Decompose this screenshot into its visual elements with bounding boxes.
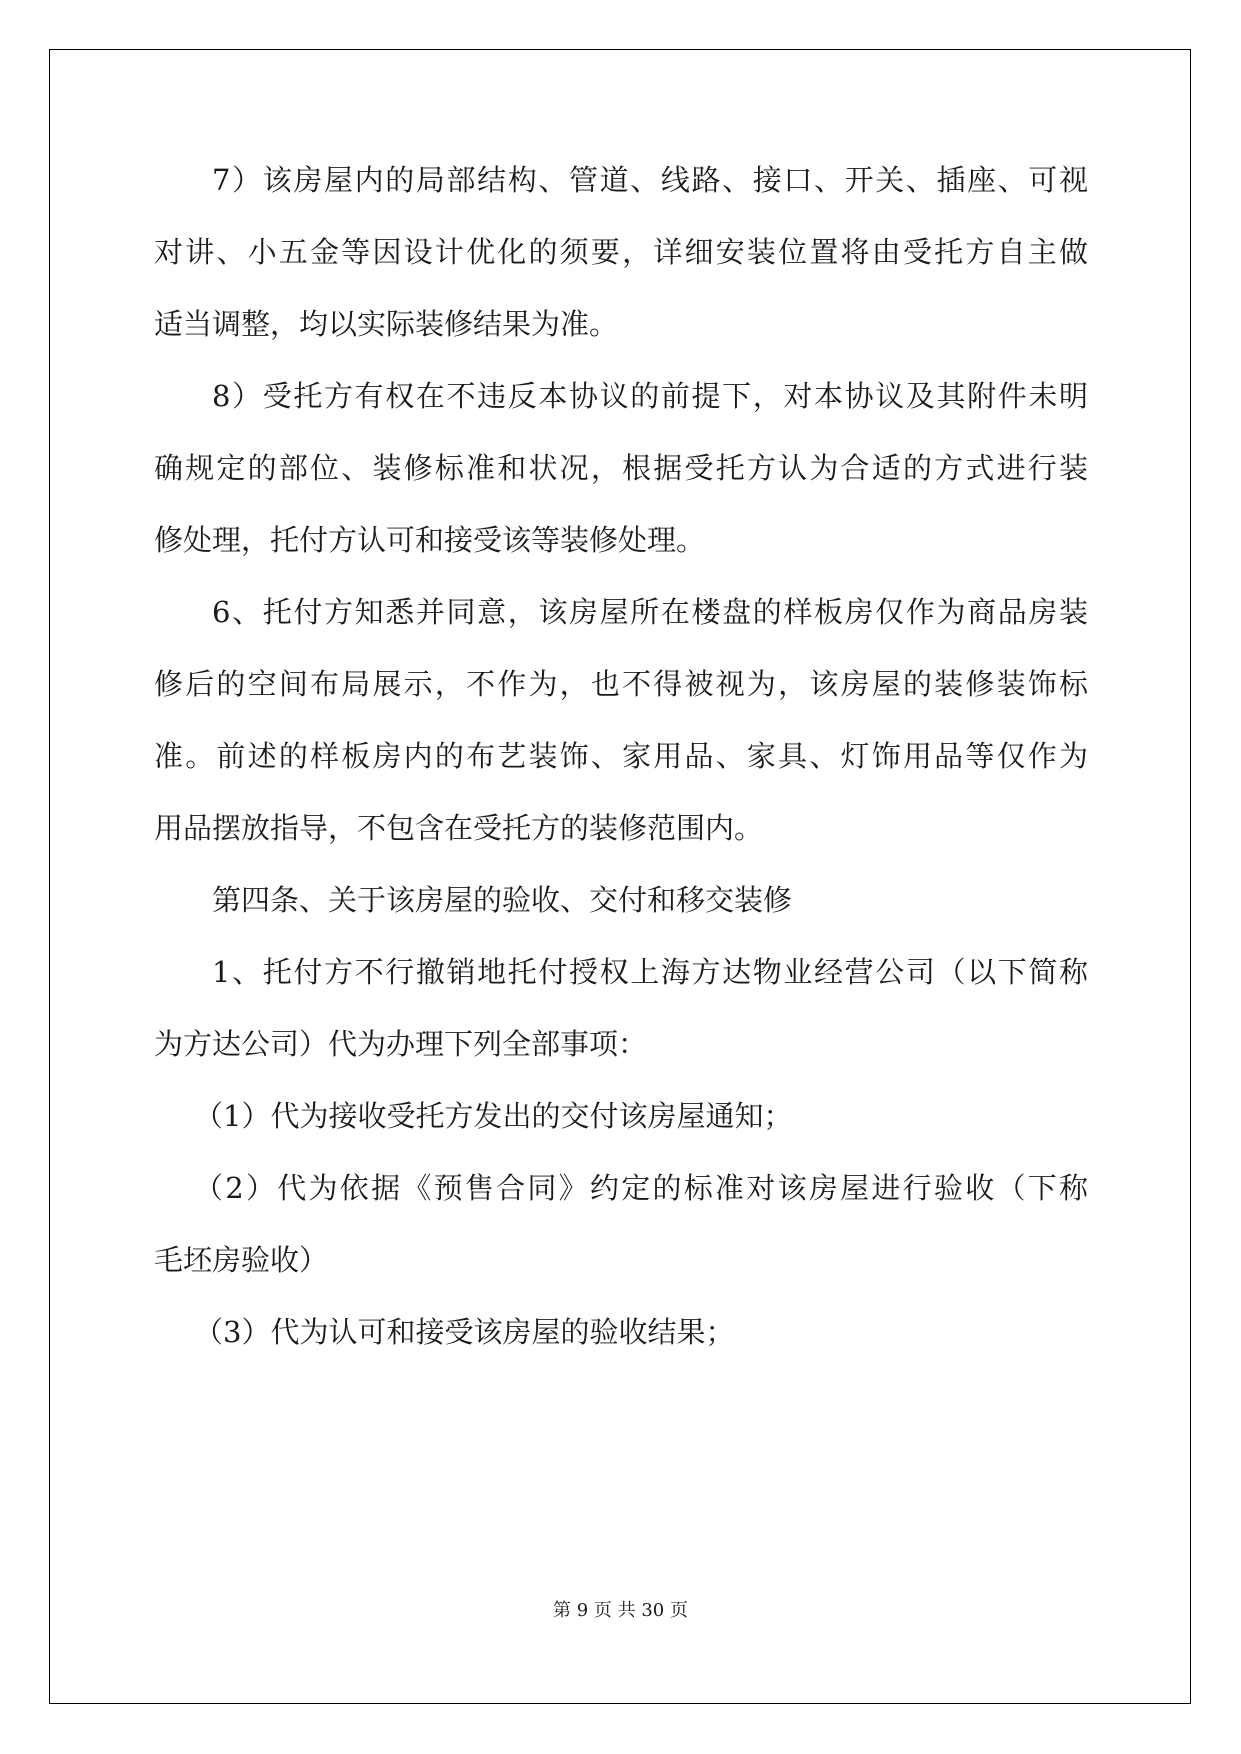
list-item: （1）代为接收受托方发出的交付该房屋通知； [194, 1099, 793, 1133]
paragraph-line: 确规定的部位、装修标准和状况，根据受托方认为合适的方式进行装 [154, 451, 1088, 485]
paragraph-line: 1、托付方不行撤销地托付授权上海方达物业经营公司（以下简称 [212, 955, 1088, 989]
list-item: （2）代为依据《预售合同》约定的标准对该房屋进行验收（下称 [194, 1171, 1088, 1205]
paragraph-line: 修处理，托付方认可和接受该等装修处理。 [154, 523, 706, 557]
paragraph-line: 6、托付方知悉并同意，该房屋所在楼盘的样板房仅作为商品房装 [212, 595, 1088, 629]
list-item: （3）代为认可和接受该房屋的验收结果； [194, 1315, 735, 1349]
paragraph-line: 修后的空间布局展示，不作为，也不得被视为，该房屋的装修装饰标 [154, 667, 1088, 701]
paragraph-line: 为方达公司）代为办理下列全部事项： [154, 1027, 648, 1061]
page-border [49, 49, 1191, 1704]
paragraph-line: 用品摆放指导，不包含在受托方的装修范围内。 [154, 811, 764, 845]
paragraph-line: 适当调整，均以实际装修结果为准。 [154, 307, 619, 341]
paragraph-line: 对讲、小五金等因设计优化的须要，详细安装位置将由受托方自主做 [154, 235, 1088, 269]
page-number-footer: 第 9 页 共 30 页 [553, 1600, 688, 1621]
paragraph-line: 准。前述的样板房内的布艺装饰、家用品、家具、灯饰用品等仅作为 [154, 739, 1088, 773]
paragraph-line: 8）受托方有权在不违反本协议的前提下，对本协议及其附件未明 [212, 379, 1088, 413]
list-item-continuation: 毛坯房验收） [154, 1243, 329, 1277]
section-heading: 第四条、关于该房屋的验收、交付和移交装修 [212, 883, 793, 917]
paragraph-line: 7）该房屋内的局部结构、管道、线路、接口、开关、插座、可视 [212, 163, 1088, 197]
